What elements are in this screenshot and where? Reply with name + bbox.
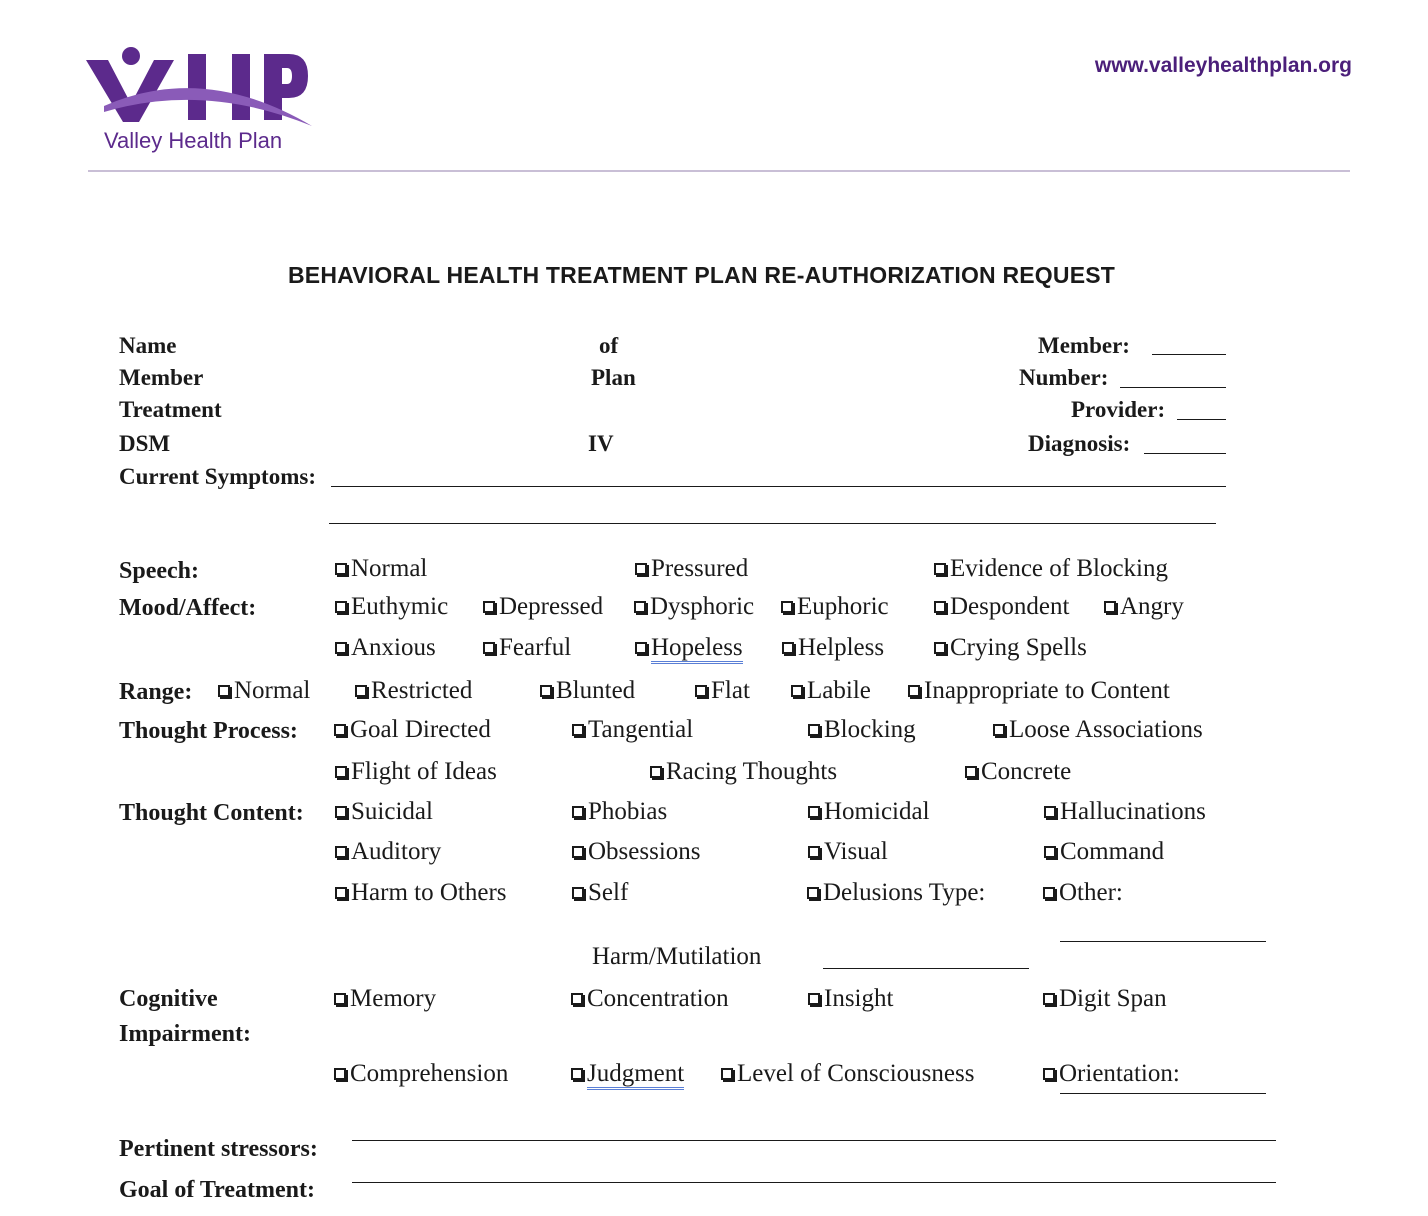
pertinent-stressors-field[interactable] — [352, 1140, 1276, 1141]
thought-content-option[interactable]: Homicidal — [808, 798, 930, 826]
harm-mutilation-label: Harm/Mutilation — [592, 943, 762, 970]
field-label-current-symptoms: Current Symptoms: — [119, 464, 316, 489]
mood-label: Mood/Affect: — [119, 595, 257, 621]
checkbox[interactable] — [965, 766, 977, 778]
mood-option[interactable]: Euthymic — [335, 593, 448, 621]
thought-content-option[interactable]: Self — [572, 879, 628, 907]
website-url[interactable]: www.valleyhealthplan.org — [1094, 54, 1352, 77]
checkbox[interactable] — [934, 642, 946, 654]
thought-content-option[interactable]: Suicidal — [335, 798, 433, 826]
range-option[interactable]: Labile — [791, 677, 871, 705]
thought-content-option[interactable]: Visual — [808, 838, 888, 866]
thought-process-option[interactable]: Flight of Ideas — [335, 758, 497, 786]
thought-content-option[interactable]: Auditory — [335, 838, 441, 866]
checkbox[interactable] — [1043, 887, 1055, 899]
range-option[interactable]: Flat — [695, 677, 750, 705]
other-specify-field[interactable] — [1060, 941, 1266, 942]
checkbox[interactable] — [721, 1068, 733, 1080]
field-label-dsm: DSM — [119, 431, 171, 456]
field-label-plan: Plan — [591, 365, 636, 390]
checkbox[interactable] — [993, 724, 1005, 736]
checkbox[interactable] — [695, 685, 707, 697]
member-name-field[interactable] — [1152, 354, 1226, 355]
cognitive-option[interactable]: Judgment — [571, 1060, 684, 1088]
field-label-member: Member: — [1038, 333, 1130, 358]
checkbox[interactable] — [335, 846, 347, 858]
range-option[interactable]: Inappropriate to Content — [908, 677, 1170, 705]
thought-content-option[interactable]: Delusions Type: — [807, 879, 985, 907]
checkbox[interactable] — [218, 685, 230, 697]
checkbox[interactable] — [1043, 993, 1055, 1005]
mood-option[interactable]: Euphoric — [781, 593, 889, 621]
checkbox[interactable] — [650, 766, 662, 778]
checkbox[interactable] — [572, 846, 584, 858]
checkbox[interactable] — [335, 563, 347, 575]
checkbox[interactable] — [635, 642, 647, 654]
range-option[interactable]: Normal — [218, 677, 310, 705]
mood-option[interactable]: Fearful — [483, 634, 571, 662]
checkbox[interactable] — [1044, 846, 1056, 858]
checkbox[interactable] — [934, 563, 946, 575]
thought-content-label: Thought Content: — [119, 800, 304, 826]
speech-option[interactable]: Evidence of Blocking — [934, 555, 1168, 583]
speech-label: Speech: — [119, 558, 199, 584]
field-label-diagnosis: Diagnosis: — [1028, 431, 1131, 456]
checkbox[interactable] — [808, 724, 820, 736]
pertinent-stressors-label: Pertinent stressors: — [119, 1136, 318, 1162]
logo — [84, 42, 324, 160]
logo-text: Valley Health Plan — [104, 128, 283, 153]
checkbox[interactable] — [571, 993, 583, 1005]
checkbox[interactable] — [355, 685, 367, 697]
checkbox[interactable] — [335, 601, 347, 613]
cognitive-label: Cognitive — [119, 986, 218, 1012]
current-symptoms-field-2[interactable] — [329, 523, 1216, 524]
checkbox[interactable] — [572, 887, 584, 899]
checkbox[interactable] — [634, 601, 646, 613]
field-label-member-2: Member — [119, 365, 204, 390]
checkbox[interactable] — [781, 601, 793, 613]
field-label-provider: Provider: — [1071, 397, 1166, 422]
mood-option[interactable]: Hopeless — [635, 634, 743, 662]
speech-option[interactable]: Normal — [335, 555, 427, 583]
mood-option[interactable]: Anxious — [335, 634, 436, 662]
cognitive-option[interactable]: Orientation: — [1043, 1060, 1180, 1088]
field-label-of: of — [599, 333, 619, 358]
goal-of-treatment-field[interactable] — [352, 1182, 1276, 1183]
speech-option[interactable]: Pressured — [635, 555, 748, 583]
mood-option[interactable]: Despondent — [934, 593, 1069, 621]
thought-process-option[interactable]: Concrete — [965, 758, 1071, 786]
checkbox[interactable] — [571, 1068, 583, 1080]
checkbox[interactable] — [335, 887, 347, 899]
thought-content-option[interactable]: Phobias — [572, 798, 667, 826]
checkbox[interactable] — [808, 993, 820, 1005]
current-symptoms-field[interactable] — [331, 486, 1226, 487]
orientation-field[interactable] — [1060, 1093, 1266, 1094]
form-title: BEHAVIORAL HEALTH TREATMENT PLAN RE-AUTHORIZATION REQUEST — [288, 262, 1116, 288]
checkbox[interactable] — [335, 642, 347, 654]
member-plan-number-field[interactable] — [1120, 387, 1226, 388]
checkbox[interactable] — [1043, 1068, 1055, 1080]
mood-option[interactable]: Dysphoric — [634, 593, 754, 621]
checkbox[interactable] — [791, 685, 803, 697]
cognitive-option[interactable]: Comprehension — [334, 1060, 508, 1088]
mood-option[interactable]: Depressed — [483, 593, 603, 621]
checkbox[interactable] — [782, 642, 794, 654]
mood-option[interactable]: Helpless — [782, 634, 884, 662]
mood-option[interactable]: Angry — [1104, 593, 1184, 621]
range-label: Range: — [119, 679, 193, 705]
checkbox[interactable] — [934, 601, 946, 613]
field-label-treatment: Treatment — [119, 397, 222, 422]
harm-mutilation-field[interactable] — [823, 968, 1029, 969]
checkbox[interactable] — [1104, 601, 1116, 613]
thought-process-option[interactable]: Blocking — [808, 716, 916, 744]
field-label-number: Number: — [1019, 365, 1109, 390]
thought-process-label: Thought Process: — [119, 718, 298, 744]
checkbox[interactable] — [908, 685, 920, 697]
goal-of-treatment-label: Goal of Treatment: — [119, 1177, 315, 1203]
checkbox[interactable] — [635, 563, 647, 575]
checkbox[interactable] — [335, 806, 347, 818]
checkbox[interactable] — [483, 601, 495, 613]
checkbox[interactable] — [807, 887, 819, 899]
thought-content-option[interactable]: Obsessions — [572, 838, 701, 866]
thought-process-option[interactable]: Racing Thoughts — [650, 758, 837, 786]
range-option[interactable]: Restricted — [355, 677, 472, 705]
thought-content-option[interactable]: Harm to Others — [335, 879, 507, 907]
thought-content-option[interactable]: Hallucinations — [1044, 798, 1206, 826]
field-label-iv: IV — [588, 431, 614, 456]
range-option[interactable]: Blunted — [540, 677, 635, 705]
thought-content-option[interactable]: Command — [1044, 838, 1164, 866]
vhp-logo-mark — [84, 42, 324, 132]
cognitive-option[interactable]: Memory — [334, 985, 436, 1013]
cognitive-option[interactable]: Insight — [808, 985, 893, 1013]
cognitive-option[interactable]: Concentration — [571, 985, 729, 1013]
mood-option[interactable]: Crying Spells — [934, 634, 1087, 662]
cognitive-option[interactable]: Digit Span — [1043, 985, 1167, 1013]
checkbox[interactable] — [808, 806, 820, 818]
checkbox[interactable] — [483, 642, 495, 654]
checkbox[interactable] — [540, 685, 552, 697]
treatment-provider-field[interactable] — [1177, 419, 1226, 420]
checkbox[interactable] — [335, 766, 347, 778]
cognitive-label-2: Impairment: — [119, 1021, 251, 1047]
thought-content-option[interactable]: Other: — [1043, 879, 1123, 907]
dsm-diagnosis-field[interactable] — [1144, 453, 1226, 454]
cognitive-option[interactable]: Level of Consciousness — [721, 1060, 974, 1088]
thought-process-option[interactable]: Goal Directed — [334, 716, 491, 744]
checkbox[interactable] — [572, 806, 584, 818]
thought-process-option[interactable]: Tangential — [572, 716, 693, 744]
checkbox[interactable] — [334, 993, 346, 1005]
thought-process-option[interactable]: Loose Associations — [993, 716, 1203, 744]
checkbox[interactable] — [334, 1068, 346, 1080]
checkbox[interactable] — [334, 724, 346, 736]
header-divider — [88, 170, 1350, 172]
checkbox[interactable] — [808, 846, 820, 858]
checkbox[interactable] — [572, 724, 584, 736]
field-label-name: Name — [119, 333, 177, 358]
checkbox[interactable] — [1044, 806, 1056, 818]
